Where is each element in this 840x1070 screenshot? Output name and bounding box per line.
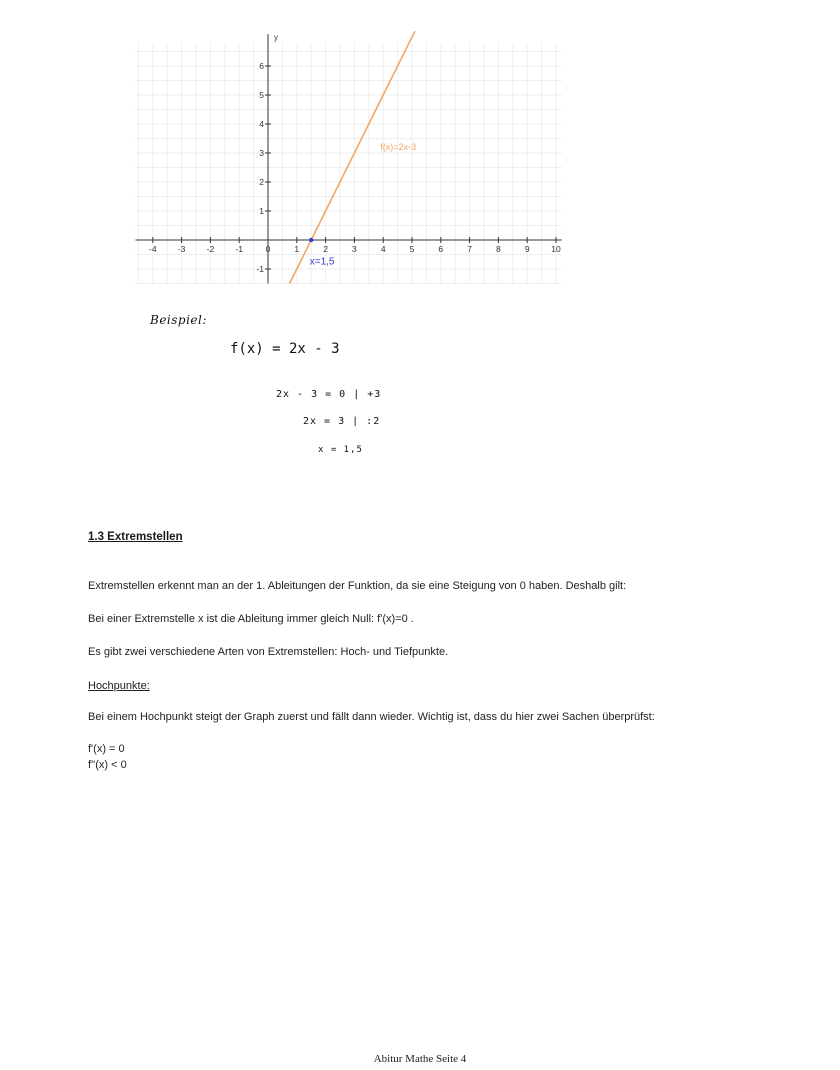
x-tick-label: -3 (177, 244, 186, 254)
equation-step-1: 2x - 3 = 0 | +3 (276, 389, 382, 400)
y-tick-label: 4 (259, 119, 264, 129)
x-tick-label: 4 (380, 244, 386, 254)
x-tick-label: 10 (551, 244, 561, 254)
y-tick-label: 5 (259, 90, 264, 100)
function-label: f(x)=2x-3 (380, 142, 417, 153)
y-tick-label: 2 (259, 177, 264, 187)
example-label: Beispiel: (150, 313, 207, 327)
paragraph-extremstellen: Extremstellen erkennt man an der 1. Ableitungen der Funktion, da sie eine Steigung von 0 haben. Deshalb gilt: (88, 580, 627, 592)
y-tick-label: -1 (256, 264, 264, 274)
zero-point-marker (309, 238, 313, 242)
x-tick-label: 5 (409, 244, 415, 254)
y-axis-label: y (274, 32, 278, 42)
x-tick-label: 6 (438, 244, 444, 254)
condition-second-derivative: f''(x) < 0 (88, 759, 127, 771)
x-tick-label: 8 (496, 244, 501, 254)
function-graph (135, 32, 575, 290)
page-footer: Abitur Mathe Seite 4 (373, 1053, 467, 1065)
example-function: f(x) = 2x - 3 (230, 341, 340, 357)
subheading-hochpunkte: Hochpunkte: (88, 680, 150, 692)
x-tick-label: 9 (524, 244, 530, 254)
y-tick-label: 6 (259, 61, 264, 71)
zero-point-label: x=1,5 (309, 256, 335, 268)
condition-first-derivative: f'(x) = 0 (88, 743, 125, 755)
y-tick-label: 3 (259, 148, 264, 158)
y-tick-label: 1 (259, 206, 264, 216)
equation-step-3: x = 1,5 (318, 445, 363, 455)
x-tick-label: 2 (323, 244, 328, 254)
x-tick-label: 1 (294, 244, 300, 254)
x-tick-label: -1 (235, 244, 243, 254)
paragraph-arten: Es gibt zwei verschiedene Arten von Extremstellen: Hoch- und Tiefpunkte. (88, 646, 449, 658)
paragraph-hochpunkt: Bei einem Hochpunkt steigt der Graph zuerst und fällt dann wieder. Wichtig ist, dass du hier zwei Sachen überprüfst: (88, 711, 655, 723)
section-heading: 1.3 Extremstellen (88, 531, 183, 543)
paragraph-ableitung: Bei einer Extremstelle x ist die Ableitung immer gleich Null: f'(x)=0 . (88, 613, 414, 625)
x-tick-label: 3 (352, 244, 357, 254)
equation-step-2: 2x = 3 | :2 (303, 416, 381, 427)
x-tick-label: 7 (467, 244, 472, 254)
x-tick-label: -4 (149, 244, 157, 254)
x-tick-label: -2 (206, 244, 215, 254)
x-tick-label: 0 (265, 244, 271, 254)
